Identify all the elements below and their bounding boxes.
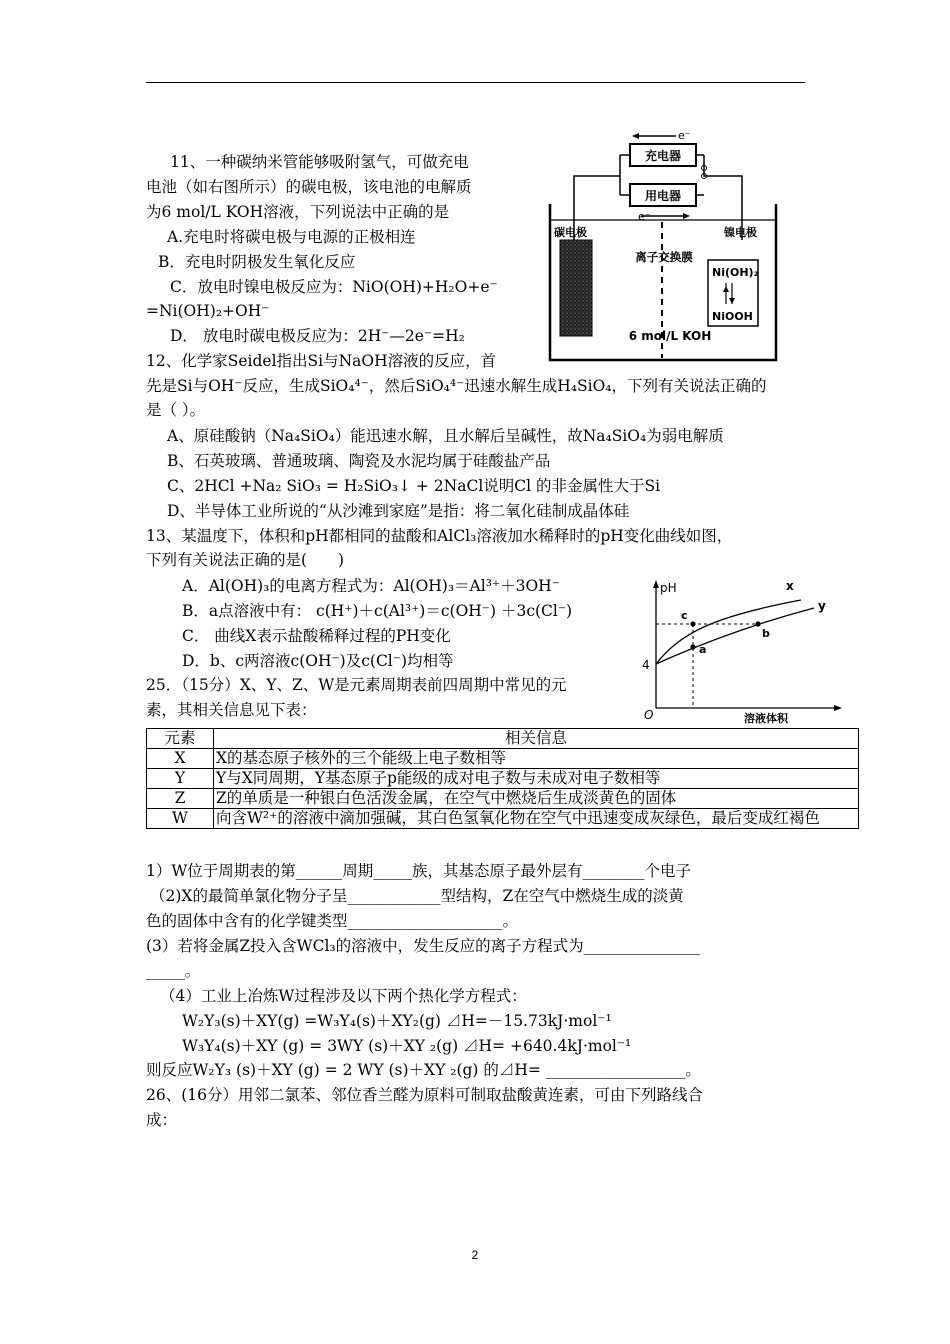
q25-intro-1: 25．（15分）X、Y、Z、W是元素周期表前四周期中常见的元 (146, 676, 567, 694)
volume-axis-label: 溶液体积 (744, 712, 788, 724)
q11-option-a: A.充电时将碳电极与电源的正极相连 (167, 228, 416, 246)
q13-option-a: A．Al(OH)₃的电离方程式为：Al(OH)₃＝Al³⁺＋3OH⁻ (182, 577, 560, 595)
q25-part-2-cont: 色的固体中含有的化学键类型____________________。 (146, 912, 519, 930)
q11-option-c-cont: =Ni(OH)₂+OH⁻ (146, 302, 270, 320)
point-c (690, 621, 695, 626)
nioh2-label: Ni(OH)₂ (712, 266, 759, 279)
q25-equation-target: 则反应W₂Y₃ (s)＋XY (g) = 2 WY (s)＋XY ₂(g) 的⊿H= __________________。 (146, 1061, 701, 1079)
point-a-label: a (699, 643, 707, 656)
q25-part-3: (3）若将金属Z投入含WCl₃的溶液中，发生反应的离子方程式为_______________ (146, 937, 700, 955)
table-row (147, 749, 859, 769)
battery-diagram (546, 128, 782, 368)
table-cell-info: Z的单质是一种银白色活泼金属，在空气中燃烧后生成淡黄色的固体 (214, 789, 859, 809)
membrane-label: 离子交换膜 (635, 250, 693, 264)
q26-line-1: 26、(16分）用邻二氯苯、邻位香兰醛为原料可制取盐酸黄连素，可由下列路线合 (146, 1086, 703, 1104)
q12-option-c: C、2HCl +Na₂ SiO₃ = H₂SiO₃↓ + 2NaCl说明Cl 的非金属性大于Si (167, 477, 661, 495)
nickel-electrode-label: 镍电极 (724, 226, 757, 239)
table-row (147, 769, 859, 789)
header-rule (146, 82, 805, 83)
point-b (755, 621, 760, 626)
q11-option-c: C．放电时镍电极反应为：NiO(OH)+H₂O+e⁻ (170, 278, 498, 296)
table-cell-info: 向含W²⁺的溶液中滴加强碱，其白色氢氧化物在空气中迅速变成灰绿色，最后变成红褐色 (214, 809, 859, 829)
q25-part-1: 1）W位于周期表的第______周期_____族，其基态原子最外层有________个电子 (146, 862, 692, 880)
ph-dilution-figure (636, 574, 848, 724)
table-row (147, 809, 859, 829)
q13-option-b: B．a点溶液中有： c(H⁺)＋c(Al³⁺)＝c(OH⁻) ＋3c(Cl⁻) (182, 602, 573, 620)
table-cell-element: X (147, 749, 214, 769)
q25-intro-2: 素，其相关信息见下表： (146, 701, 317, 719)
table-cell-element: Y (147, 769, 214, 789)
q11-option-d: D． 放电时碳电极反应为：2H⁻—2e⁻=H₂ (170, 327, 465, 345)
point-c-label: c (681, 609, 688, 622)
q25-equation-2: W₃Y₄(s)＋XY (g) = 3WY (s)＋XY ₂(g) ⊿H= +640.4kJ·mol⁻¹ (182, 1037, 632, 1055)
q25-part-2: （2)X的最简单氯化物分子呈____________型结构，Z在空气中燃烧生成的淡黄 (150, 887, 684, 905)
table-header-row (147, 729, 859, 749)
electrolyte-label: 6 mol/L KOH (628, 329, 712, 343)
table-header-info: 相关信息 (214, 729, 859, 749)
point-a (690, 644, 695, 649)
curve-x-label: x (786, 579, 794, 593)
table-header-element: 元素 (147, 729, 214, 749)
q13-option-d: D．b、c两溶液c(OH⁻)及c(Cl⁻)均相等 (182, 652, 454, 670)
charger-label: 充电器 (644, 149, 682, 163)
ph-start-label: 4 (642, 658, 650, 672)
element-info-table (146, 728, 859, 829)
table-cell-element: W (147, 809, 214, 829)
q11-option-b: B．充电时阴极发生氧化反应 (158, 253, 356, 271)
q25-part-4: （4）工业上冶炼W过程涉及以下两个热化学方程式： (160, 987, 527, 1005)
q13-line-2: 下列有关说法正确的是( ) (146, 551, 345, 569)
point-b-label: b (762, 627, 770, 640)
electron-label-top: e⁻ (678, 129, 691, 142)
page-number: 2 (471, 1248, 479, 1262)
niooh-label: NiOOH (712, 310, 753, 323)
table-cell-info: X的基态原子核外的三个能级上电子数相等 (214, 749, 859, 769)
q11-line-3: 为6 mol/L KOH溶液，下列说法中正确的是 (146, 203, 450, 221)
table-cell-element: Z (147, 789, 214, 809)
q12-option-d: D、半导体工业所说的“从沙滩到家庭”是指：将二氧化硅制成晶体硅 (167, 502, 630, 520)
curve-y (656, 608, 814, 664)
q12-option-a: A、原硅酸钠（Na₄SiO₄）能迅速水解，且水解后呈碱性，故Na₄SiO₄为弱电解质 (167, 427, 724, 445)
ph-axis-label: pH (660, 581, 677, 595)
carbon-electrode (560, 240, 592, 336)
q11-line-1: 11、一种碳纳米管能够吸附氢气，可做充电 (170, 153, 469, 171)
q25-part-3-cont: _____。 (146, 962, 201, 980)
q13-option-c: C． 曲线X表示盐酸稀释过程的PH变化 (182, 627, 451, 645)
carbon-electrode-label: 碳电极 (554, 226, 587, 239)
q11-line-2: 电池（如右图所示）的碳电极，该电池的电解质 (146, 178, 472, 196)
table-cell-info: Y与X同周期，Y基态原子p能级的成对电子数与未成对电子数相等 (214, 769, 859, 789)
q12-option-b: B、石英玻璃、普通玻璃、陶瓷及水泥均属于硅酸盐产品 (167, 452, 551, 470)
table-row (147, 789, 859, 809)
q12-line-3: 是（ ）。 (146, 401, 206, 419)
electron-label-bottom: e⁻ (638, 210, 651, 223)
appliance-label: 用电器 (644, 189, 682, 203)
q12-line-2: 先是Si与OH⁻反应，生成SiO₄⁴⁻，然后SiO₄⁴⁻迅速水解生成H₄SiO₄，下列有关说法正确的 (146, 377, 767, 395)
q12-line-1: 12、化学家Seidel指出Si与NaOH溶液的反应，首 (146, 352, 497, 370)
origin-label: O (644, 708, 654, 722)
q13-line-1: 13、某温度下，体积和pH都相同的盐酸和AlCl₃溶液加水稀释时的pH变化曲线如图， (146, 527, 733, 545)
curve-y-label: y (818, 599, 826, 613)
q26-line-2: 成： (146, 1111, 178, 1129)
q25-equation-1: W₂Y₃(s)＋XY(g) =W₃Y₄(s)＋XY₂(g) ⊿H=－15.73kJ·mol⁻¹ (182, 1012, 612, 1030)
